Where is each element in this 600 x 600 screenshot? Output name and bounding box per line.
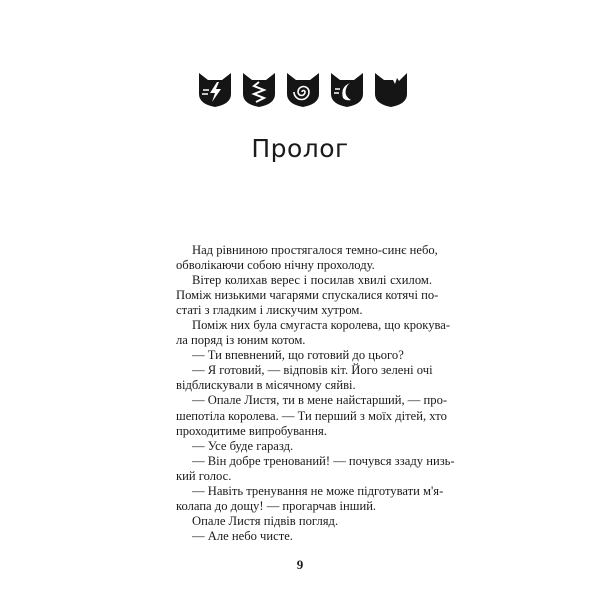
text-line: обволікаючи собою нічну прохолоду. bbox=[176, 258, 375, 273]
text-line: Над рівниною простягалося темно-синє небо, bbox=[192, 243, 438, 257]
spiral-cat-emblem-icon bbox=[285, 70, 321, 108]
text-line: — Він добре тренований! — почувся ззаду низь- bbox=[192, 453, 455, 468]
text-line: — Усе буде гаразд. bbox=[192, 438, 294, 453]
text-line: ла поряд із юним котом. bbox=[176, 333, 306, 348]
text-line: Поміж низькими чагарями спускалися котячі по- bbox=[176, 288, 439, 303]
text-line: відблискували в місячному сяйві. bbox=[176, 378, 356, 393]
text-line: колапа до дощу! — прогарчав інший. bbox=[176, 498, 377, 513]
text-line: кий голос. bbox=[176, 468, 232, 483]
text-line: Опале Листя підвів погляд. bbox=[192, 513, 339, 528]
torn-ear-cat-emblem-icon bbox=[373, 70, 409, 108]
lightning-cat-emblem-icon bbox=[197, 70, 233, 108]
clan-emblems-row bbox=[197, 70, 409, 110]
chapter-text bbox=[176, 243, 455, 544]
text-line: — Навіть тренування не може підготувати м'я- bbox=[192, 483, 444, 498]
crescent-cat-emblem-icon bbox=[329, 70, 365, 108]
text-line: — Опале Листя, ти в мене найстарший, — про- bbox=[192, 393, 448, 408]
text-line: статі з гладким і лискучим хутром. bbox=[176, 303, 363, 318]
text-line: проходитиме випробування. bbox=[176, 423, 327, 438]
text-line: Поміж них була смугаста королева, що крокува- bbox=[192, 318, 451, 333]
text-line: — Ти впевнений, що готовий до цього? bbox=[192, 348, 404, 363]
page-number: 9 bbox=[296, 557, 304, 572]
chapter-title: Пролог bbox=[251, 134, 349, 163]
text-line: шепотіла королева. — Ти перший з моїх дітей, хто bbox=[176, 408, 447, 423]
text-line: Вітер колихав верес і посилав хвилі схилом. bbox=[192, 273, 432, 288]
text-line: — Але небо чисте. bbox=[192, 528, 293, 543]
text-line: — Я готовий, — відповів кіт. Його зелені очі bbox=[192, 363, 433, 378]
zigzag-cat-emblem-icon bbox=[241, 70, 277, 108]
